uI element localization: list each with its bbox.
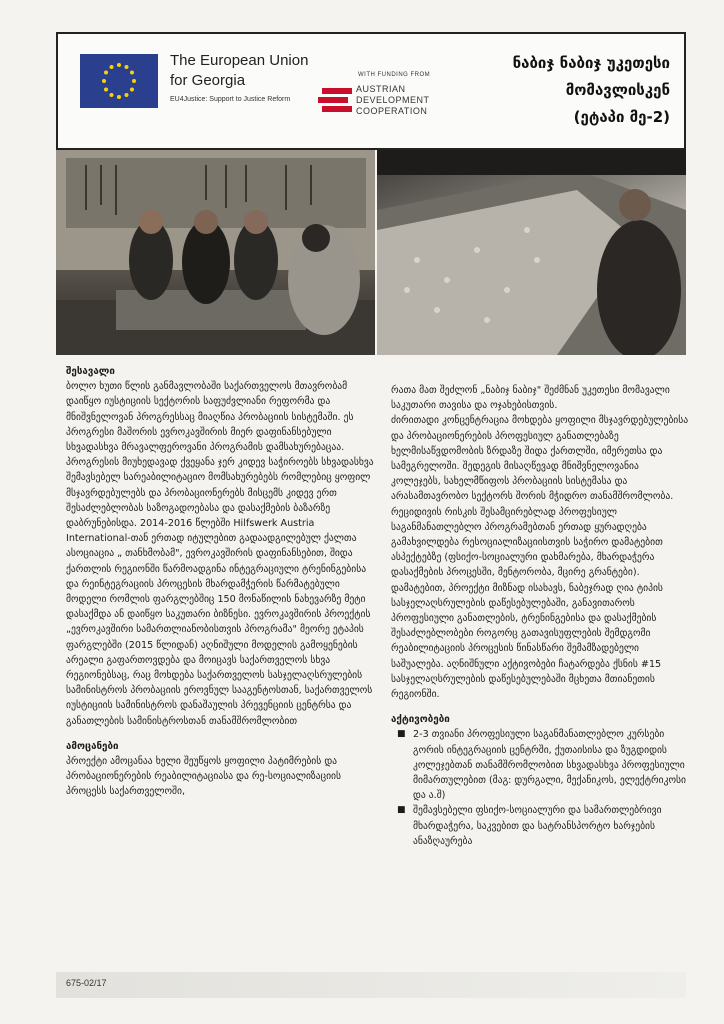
ada-funding-label: WITH FUNDING FROM [358, 72, 431, 78]
right-paragraph-2: ძირითადი კონცენტრაცია მოხდება ყოფილი მსჯავრდებულებისა და პრობაციონერების პროფესიულ განათლებაზე ხელმისაწვდომობის ზრდაზე შიდა ქართლში, იმერეთსა და სამეგრელოში. შედეგის მისაღწევად მნიშვნელოვანია კოლეჯებს, სახელმწიფოს პრობაციის სისტემასა და არასამთავრობო სექტორს შორის მჭიდრო თანამშრომლობა. [391, 415, 689, 503]
title-line: ნაბიჯ ნაბიჯ უკეთესი [512, 54, 670, 72]
activity-text: 2-3 თვიანი პროფესიული საგანმანათლებლო კურსები გორის ინტეგრაციის ცენტრში, ქუთაისისა და ზუგდიდის კოლეჯებთან თანამშრომლობით სხვადასხვა პროფესიული მიმართულებით (მაგ: დურგალი, მექანიკოს, ელექტრიკოსი და ა.შ) [413, 729, 687, 802]
eu-title-line1: The European Union [170, 52, 309, 69]
activities-list [391, 727, 691, 849]
right-paragraph-4: დამატებით, პროექტი მიზნად ისახავს, ნაბეჯრად ღია ტიპის სასჯელაღსრულების დაწესებულებაში, განავითაროს პროფესიული განათლების, ტრენინგებისა და დასაქმების შესაძლებლობები როგორც გათავისუფლების შემდგომი რეაბილიტაციის პროცესის წინასწარი შემამზადებელი საშუალება. აღნიშნული აქტივობები ჩატარდება ქსნის #15 სასჯელაღსრულების დაწესებულებაში მცხეთა მთიანეთის რეგიონში. [391, 582, 663, 701]
eu-flag-logo [80, 54, 158, 108]
footer-code: 675-02/17 [66, 978, 107, 988]
right-paragraph-1: რათა მათ შეძლონ „ნაბიჯ ნაბიჯ" შეძმნან უკეთესი მომავალი საკუთარი თავისა და ოჯახებისთვის. [391, 385, 670, 412]
eu-title-line2: for Georgia [170, 72, 246, 89]
eu-stars-icon [80, 54, 158, 108]
ada-name [356, 84, 430, 117]
ada-name-line: DEVELOPMENT [356, 95, 430, 105]
list-item [397, 727, 691, 803]
eu-subtitle: EU4Justice: Support to Justice Reform [170, 96, 291, 103]
footer-band [56, 972, 686, 998]
right-paragraph-3: რეციდივის რისკის შესამცირებლად პროფესიულ საგანმანათლებლო პროგრამებთან ერთად ყურადღება გამახვილდება რესოციალიზაციისთვის საჭირო დამატებით ასპექტებზე (ფსიქო-სოციალური დახმარება, მხარდაჭერა დასაქმების პროცესში, მენტორობა, მცირე გრანტები). [391, 506, 663, 579]
ada-name-line: AUSTRIAN [356, 84, 406, 94]
document-title [513, 50, 670, 131]
intro-paragraph: ბოლო ხუთი წლის განმავლობაში საქართველოს მთავრობამ დაიწყო იუსტიციის სექტორის საფუძვლიანი რეფორმა და მნიშვნელოვან პროგრესსაც მიაღწია პრობაციის სისტემაში. ეს პროგრესი მაშორის ევროკავშირის მიერ დაფინანსებული სხვადასხვა მრავალფეროვანი პროგრამის დამსახურებაცაა. პროგრესის მიუხედავად ქვეყანა ჯერ კიდევ საჭიროებს სხვადასხვა შემავსებელ სარეაბილიტაციო მომსახურებებს რომლებიც ყოფილ მსჯავრდებულებს და პრობაციონერებს მისცემს კიდევ ერთ შესაძლებლობას საზოგადოებასა და დასაქმების ბაზარზე დაბრუნებისდა. 2014-2016 წლებში Hilfswerk Austria International-თან ერთად იტულებით გადაადგილებულ ქალთა ასოციაცია „ თანხმობამ", ევროკავშირის დაფინანსებით, შიდა ქართლის რეგიონში წარმოადგინა ინტეგრაციული ტრენინგებისა და რეინტეგრაციის პროცესის მხარდამჭერის წარმატებული მოდელი რომლის ფარგლებშიც 150 მონაწილის ნახევარზე მეტი დასაქმდა ან დაიწყო საკუთარი ბიზნესი. ევროკავშირის პროექტის „ევროკავშირი სამართლიანობისთვის პროგრამა" მეორე ეტაპის ფარგლებში (2015 წლიდან) აღნიშული მოდელის გამოყენების არეალი გაფართოვდება და მოიცავს საქართველოს სხვა რეგიონებსაც, რაც მოხდება საქართველოს სასჯელაღსრულების სამინისტროს პრობაციის ეროვნულ სააგენტოსთან, საქართველოს იუსტიციის სამინისტროს დანაშაულის პრევენციის ცენტრსა და განათლების სამინისტროსთან თანამშრომლობით [66, 381, 374, 727]
title-line: მომავლისკენ [565, 81, 670, 99]
goals-heading: ამოცანები [66, 740, 119, 752]
bullet-icon: ■ [397, 729, 406, 740]
ada-name-line: COOPERATION [356, 106, 428, 116]
left-column [66, 364, 378, 800]
workshop-photo [56, 150, 375, 355]
bullet-icon: ■ [397, 805, 406, 816]
right-column [391, 383, 691, 849]
intro-heading: შესავალი [66, 366, 115, 377]
header-box [56, 32, 686, 150]
activity-text: შემავსებელი ფსიქო-სოციალური და სამართლებრივი მხარდაჭერა, საკვებით და სატრანსპორტო ხარჯების ანაზღაურება [413, 805, 662, 847]
ada-logo-icon [318, 86, 350, 112]
activities-heading: აქტივობები [391, 714, 450, 726]
greenhouse-photo [377, 150, 686, 355]
goals-paragraph: პროექტი ამოცანაა ხელი შეუწყოს ყოფილი პატიმრების და პრობაციონერების რეაბილიტაციასა და რე-სოციალიზაციის პროცესს საქართველოში, [66, 756, 342, 798]
title-line: (ეტაპი მე-2) [573, 108, 670, 126]
list-item [397, 803, 691, 849]
